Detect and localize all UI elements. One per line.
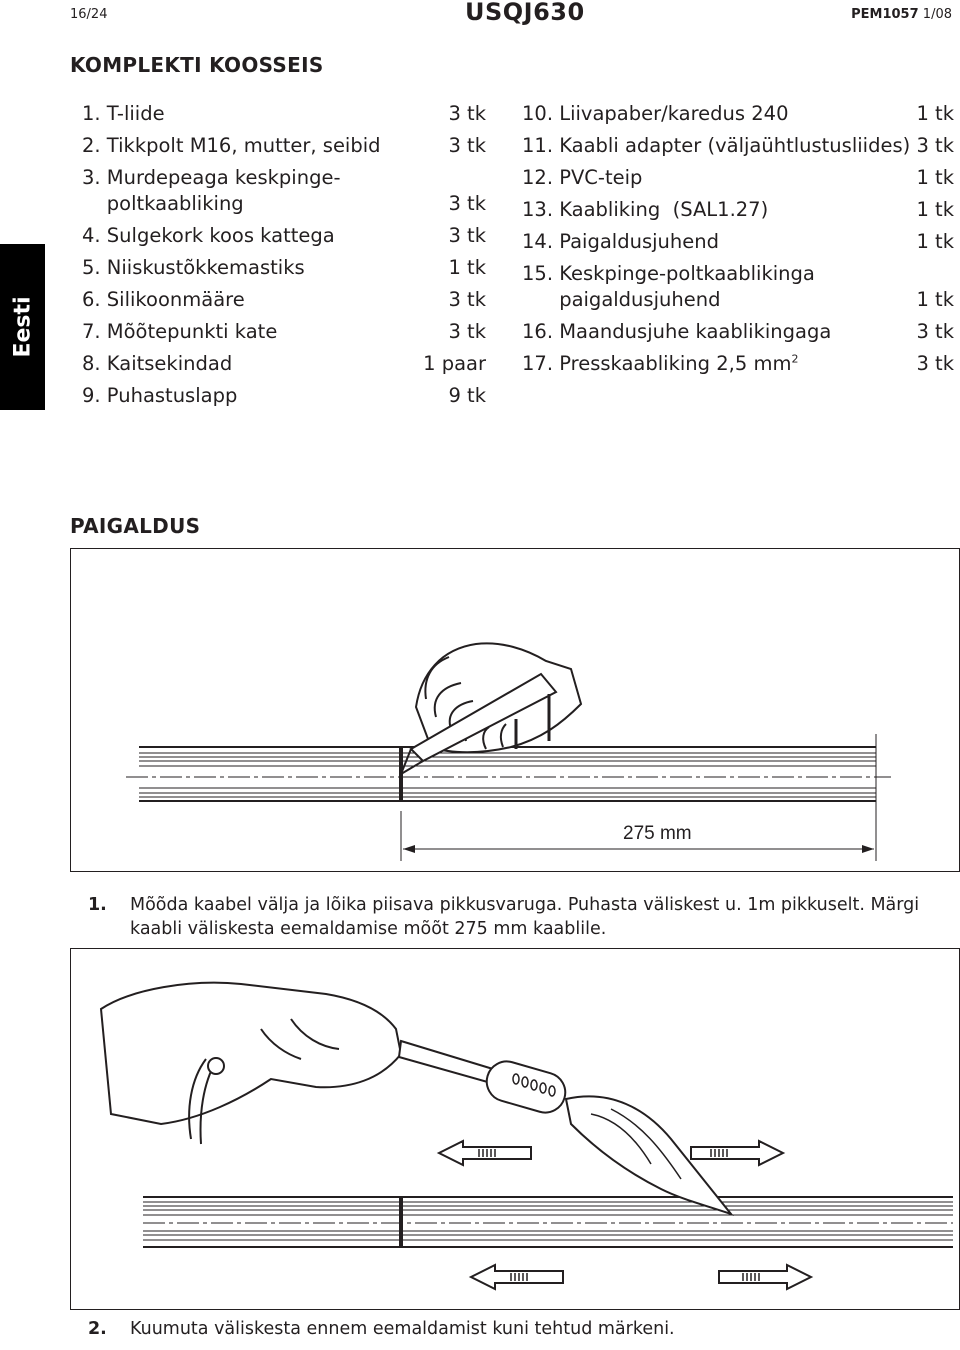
step-1-caption bbox=[88, 893, 948, 941]
kit-item-label: 1. T-liide bbox=[82, 102, 165, 125]
kit-item-quantity: 3 tk bbox=[916, 352, 954, 375]
kit-list-item bbox=[522, 134, 954, 157]
kit-item-label: 4. Sulgekork koos kattega bbox=[82, 224, 335, 247]
kit-item-label: 3. Murdepeaga keskpinge- bbox=[82, 166, 341, 189]
kit-item-label: 14. Paigaldusjuhend bbox=[522, 230, 719, 253]
step-2-caption bbox=[88, 1317, 948, 1341]
kit-item-quantity: 3 tk bbox=[916, 134, 954, 157]
kit-item-quantity: 1 tk bbox=[916, 198, 954, 221]
kit-list-item bbox=[82, 134, 486, 157]
kit-list-item bbox=[522, 288, 954, 311]
kit-list-item bbox=[522, 320, 954, 343]
kit-item-label: 2. Tikkpolt M16, mutter, seibid bbox=[82, 134, 381, 157]
step-2-text: Kuumuta väliskesta ennem eemaldamist kuni tehtud märkeni. bbox=[130, 1319, 675, 1339]
kit-item-quantity: 3 tk bbox=[916, 320, 954, 343]
figure-1-illustration bbox=[71, 549, 959, 871]
kit-item-label: paigaldusjuhend bbox=[522, 288, 721, 311]
kit-item-quantity: 3 tk bbox=[448, 192, 486, 215]
kit-item-label: 10. Liivapaber/karedus 240 bbox=[522, 102, 789, 125]
kit-list-item bbox=[522, 102, 954, 125]
kit-item-label: 15. Keskpinge-poltkaablikinga bbox=[522, 262, 815, 285]
document-title: USQJ630 bbox=[465, 0, 585, 26]
kit-item-label: 9. Puhastuslapp bbox=[82, 384, 238, 407]
reference-code: PEM1057 bbox=[851, 7, 919, 22]
kit-item-quantity: 1 tk bbox=[448, 256, 486, 279]
kit-item-label: 17. Presskaabliking 2,5 mm bbox=[522, 352, 792, 375]
kit-item-quantity: 1 paar bbox=[423, 352, 486, 375]
language-tab-label: Eesti bbox=[10, 296, 35, 358]
document-reference bbox=[851, 7, 952, 22]
figure-2-illustration bbox=[71, 949, 959, 1309]
figure-2-frame bbox=[70, 948, 960, 1310]
kit-list-item bbox=[82, 288, 486, 311]
kit-list-item bbox=[82, 166, 486, 189]
kit-item-label: 12. PVC-teip bbox=[522, 166, 643, 189]
step-1-number: 1. bbox=[88, 895, 107, 915]
kit-item-label: poltkaabliking bbox=[82, 192, 244, 215]
kit-list-item bbox=[82, 224, 486, 247]
kit-item-label: 6. Silikoonmääre bbox=[82, 288, 245, 311]
kit-item-quantity: 3 tk bbox=[448, 224, 486, 247]
kit-item-superscript: 2 bbox=[791, 352, 799, 366]
kit-list-item bbox=[82, 352, 486, 375]
kit-list-left bbox=[82, 102, 486, 422]
kit-item-quantity: 3 tk bbox=[448, 320, 486, 343]
kit-item-quantity: 3 tk bbox=[448, 134, 486, 157]
kit-list-item bbox=[82, 192, 486, 215]
kit-list-item bbox=[522, 230, 954, 253]
figure-1-frame bbox=[70, 548, 960, 872]
kit-item-quantity: 1 tk bbox=[916, 102, 954, 125]
dimension-label: 275 mm bbox=[623, 823, 692, 844]
kit-item-label: 11. Kaabli adapter (väljaühtlustusliides) bbox=[522, 134, 911, 157]
kit-item-label: 13. Kaabliking (SAL1.27) bbox=[522, 198, 769, 221]
kit-item-quantity: 1 tk bbox=[916, 288, 954, 311]
kit-item-label: 16. Maandusjuhe kaablikingaga bbox=[522, 320, 832, 343]
language-tab bbox=[0, 244, 45, 410]
kit-item-label: 7. Mõõtepunkti kate bbox=[82, 320, 278, 343]
kit-item-label: 8. Kaitsekindad bbox=[82, 352, 233, 375]
kit-item-quantity: 9 tk bbox=[448, 384, 486, 407]
step-2-number: 2. bbox=[88, 1319, 107, 1339]
kit-item-quantity: 1 tk bbox=[916, 166, 954, 189]
kit-item-quantity: 3 tk bbox=[448, 102, 486, 125]
kit-list-item bbox=[522, 166, 954, 189]
kit-list-item bbox=[82, 320, 486, 343]
kit-list-item bbox=[522, 262, 954, 285]
page-number: 16/24 bbox=[70, 7, 108, 22]
reference-date: 1/08 bbox=[922, 7, 952, 22]
kit-list-item bbox=[82, 384, 486, 407]
kit-item-quantity: 1 tk bbox=[916, 230, 954, 253]
kit-list-item bbox=[82, 102, 486, 125]
step-1-text: Mõõda kaabel välja ja lõika piisava pikkusvaruga. Puhasta väliskest u. 1m pikkuselt. Märgi kaabli väliskesta eemaldamise mõõt 275 mm kaablile. bbox=[130, 895, 920, 939]
kit-list-item bbox=[522, 198, 954, 221]
section-title-kit-contents: KOMPLEKTI KOOSSEIS bbox=[70, 53, 324, 77]
kit-list-right bbox=[522, 102, 954, 392]
section-title-installation: PAIGALDUS bbox=[70, 514, 201, 538]
kit-list-item bbox=[82, 256, 486, 279]
kit-item-quantity: 3 tk bbox=[448, 288, 486, 311]
kit-list-item bbox=[522, 352, 954, 375]
kit-item-label: 5. Niiskustõkkemastiks bbox=[82, 256, 305, 279]
